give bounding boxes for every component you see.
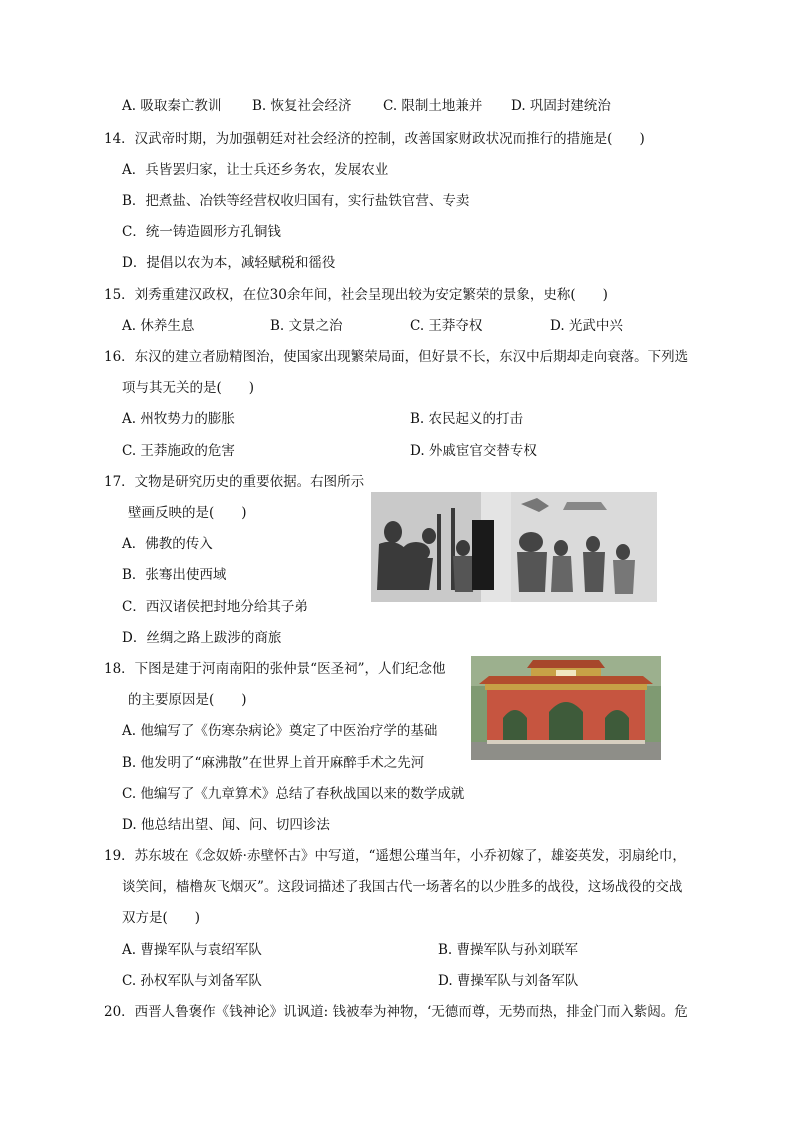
q13-option-a: A. 吸取秦亡教训: [122, 98, 222, 114]
q18-stem-line2: 的主要原因是( ): [128, 692, 247, 708]
q14-option-b: B．把煮盐、冶铁等经营权收归国有，实行盐铁官营、专卖: [122, 193, 470, 209]
q15-stem: 15．刘秀重建汉政权，在位30余年间，社会呈现出较为安定繁荣的景象，史称( ): [104, 287, 608, 303]
q15-option-a: A. 休养生息: [122, 318, 195, 334]
q16-stem-line1: 16．东汉的建立者励精图治，使国家出现繁荣局面，但好景不长，东汉中后期却走向衰落。下列选: [104, 349, 689, 365]
q18-option-d: D. 他总结出望、闻、问、切四诊法: [122, 817, 330, 833]
q19-option-a: A. 曹操军队与袁绍军队: [122, 942, 262, 958]
q16-option-c: C. 王莽施政的危害: [122, 443, 235, 459]
q17-option-c: C．西汉诸侯把封地分给其子弟: [122, 599, 308, 615]
shrine-gate-image: [471, 656, 661, 760]
q17-option-b: B．张骞出使西域: [122, 567, 227, 583]
q14-option-d: D．提倡以农为本，减轻赋税和徭役: [122, 255, 336, 271]
q16-stem-line2: 项与其无关的是( ): [122, 380, 255, 396]
q19-option-c: C. 孙权军队与刘备军队: [122, 973, 262, 989]
q13-option-b: B. 恢复社会经济: [252, 98, 352, 114]
q15-option-d: D. 光武中兴: [550, 318, 623, 334]
q19-stem-line1: 19．苏东坡在《念奴娇·赤壁怀古》中写道，“遥想公瑾当年，小乔初嫁了，雄姿英发，羽扇纶巾，: [104, 848, 686, 864]
q16-option-b: B. 农民起义的打击: [410, 411, 524, 427]
q15-option-b: B. 文景之治: [270, 318, 343, 334]
q19-stem-line2: 谈笑间，樯橹灰飞烟灭”。这段词描述了我国古代一场著名的以少胜多的战役，这场战役的交战: [122, 879, 683, 895]
q17-stem-line1: 17．文物是研究历史的重要依据。右图所示: [104, 474, 365, 490]
q17-stem-line2: 壁画反映的是( ): [128, 505, 247, 521]
q20-stem-line1: 20．西晋人鲁褒作《钱神论》讥讽道: 钱被奉为神物，‘无德而尊，无势而热，排金门而入紫闼。危: [104, 1004, 688, 1020]
q13-options: [0, 96, 794, 116]
q19-stem-line3: 双方是( ): [122, 910, 201, 926]
q17-option-d: D．丝绸之路上跋涉的商旅: [122, 630, 282, 646]
q18-option-c: C. 他编写了《九章算术》总结了春秋战国以来的数学成就: [122, 786, 465, 802]
q19-option-b: B. 曹操军队与孙刘联军: [438, 942, 579, 958]
q16-option-d: D. 外戚宦官交替专权: [410, 443, 537, 459]
q14-option-a: A．兵皆罢归家，让士兵还乡务农，发展农业: [122, 162, 389, 178]
q18-stem-line1: 18．下图是建于河南南阳的张仲景“医圣祠”，人们纪念他: [104, 661, 446, 677]
q18-option-a: A. 他编写了《伤寒杂病论》奠定了中医治疗学的基础: [122, 723, 438, 739]
mural-image: [371, 492, 657, 602]
q19-option-d: D. 曹操军队与刘备军队: [438, 973, 579, 989]
q15-options: [0, 316, 794, 336]
q13-option-d: D. 巩固封建统治: [511, 98, 611, 114]
q17-option-a: A．佛教的传入: [122, 536, 213, 552]
q16-option-a: A. 州牧势力的膨胀: [122, 411, 235, 427]
q18-option-b: B. 他发明了“麻沸散”在世界上首开麻醉手术之先河: [122, 755, 425, 771]
q14-stem: 14．汉武帝时期，为加强朝廷对社会经济的控制，改善国家财政状况而推行的措施是( ): [104, 131, 645, 147]
q14-option-c: C．统一铸造圆形方孔铜钱: [122, 224, 281, 240]
q15-option-c: C. 王莽夺权: [410, 318, 483, 334]
q13-option-c: C. 限制土地兼并: [383, 98, 483, 114]
